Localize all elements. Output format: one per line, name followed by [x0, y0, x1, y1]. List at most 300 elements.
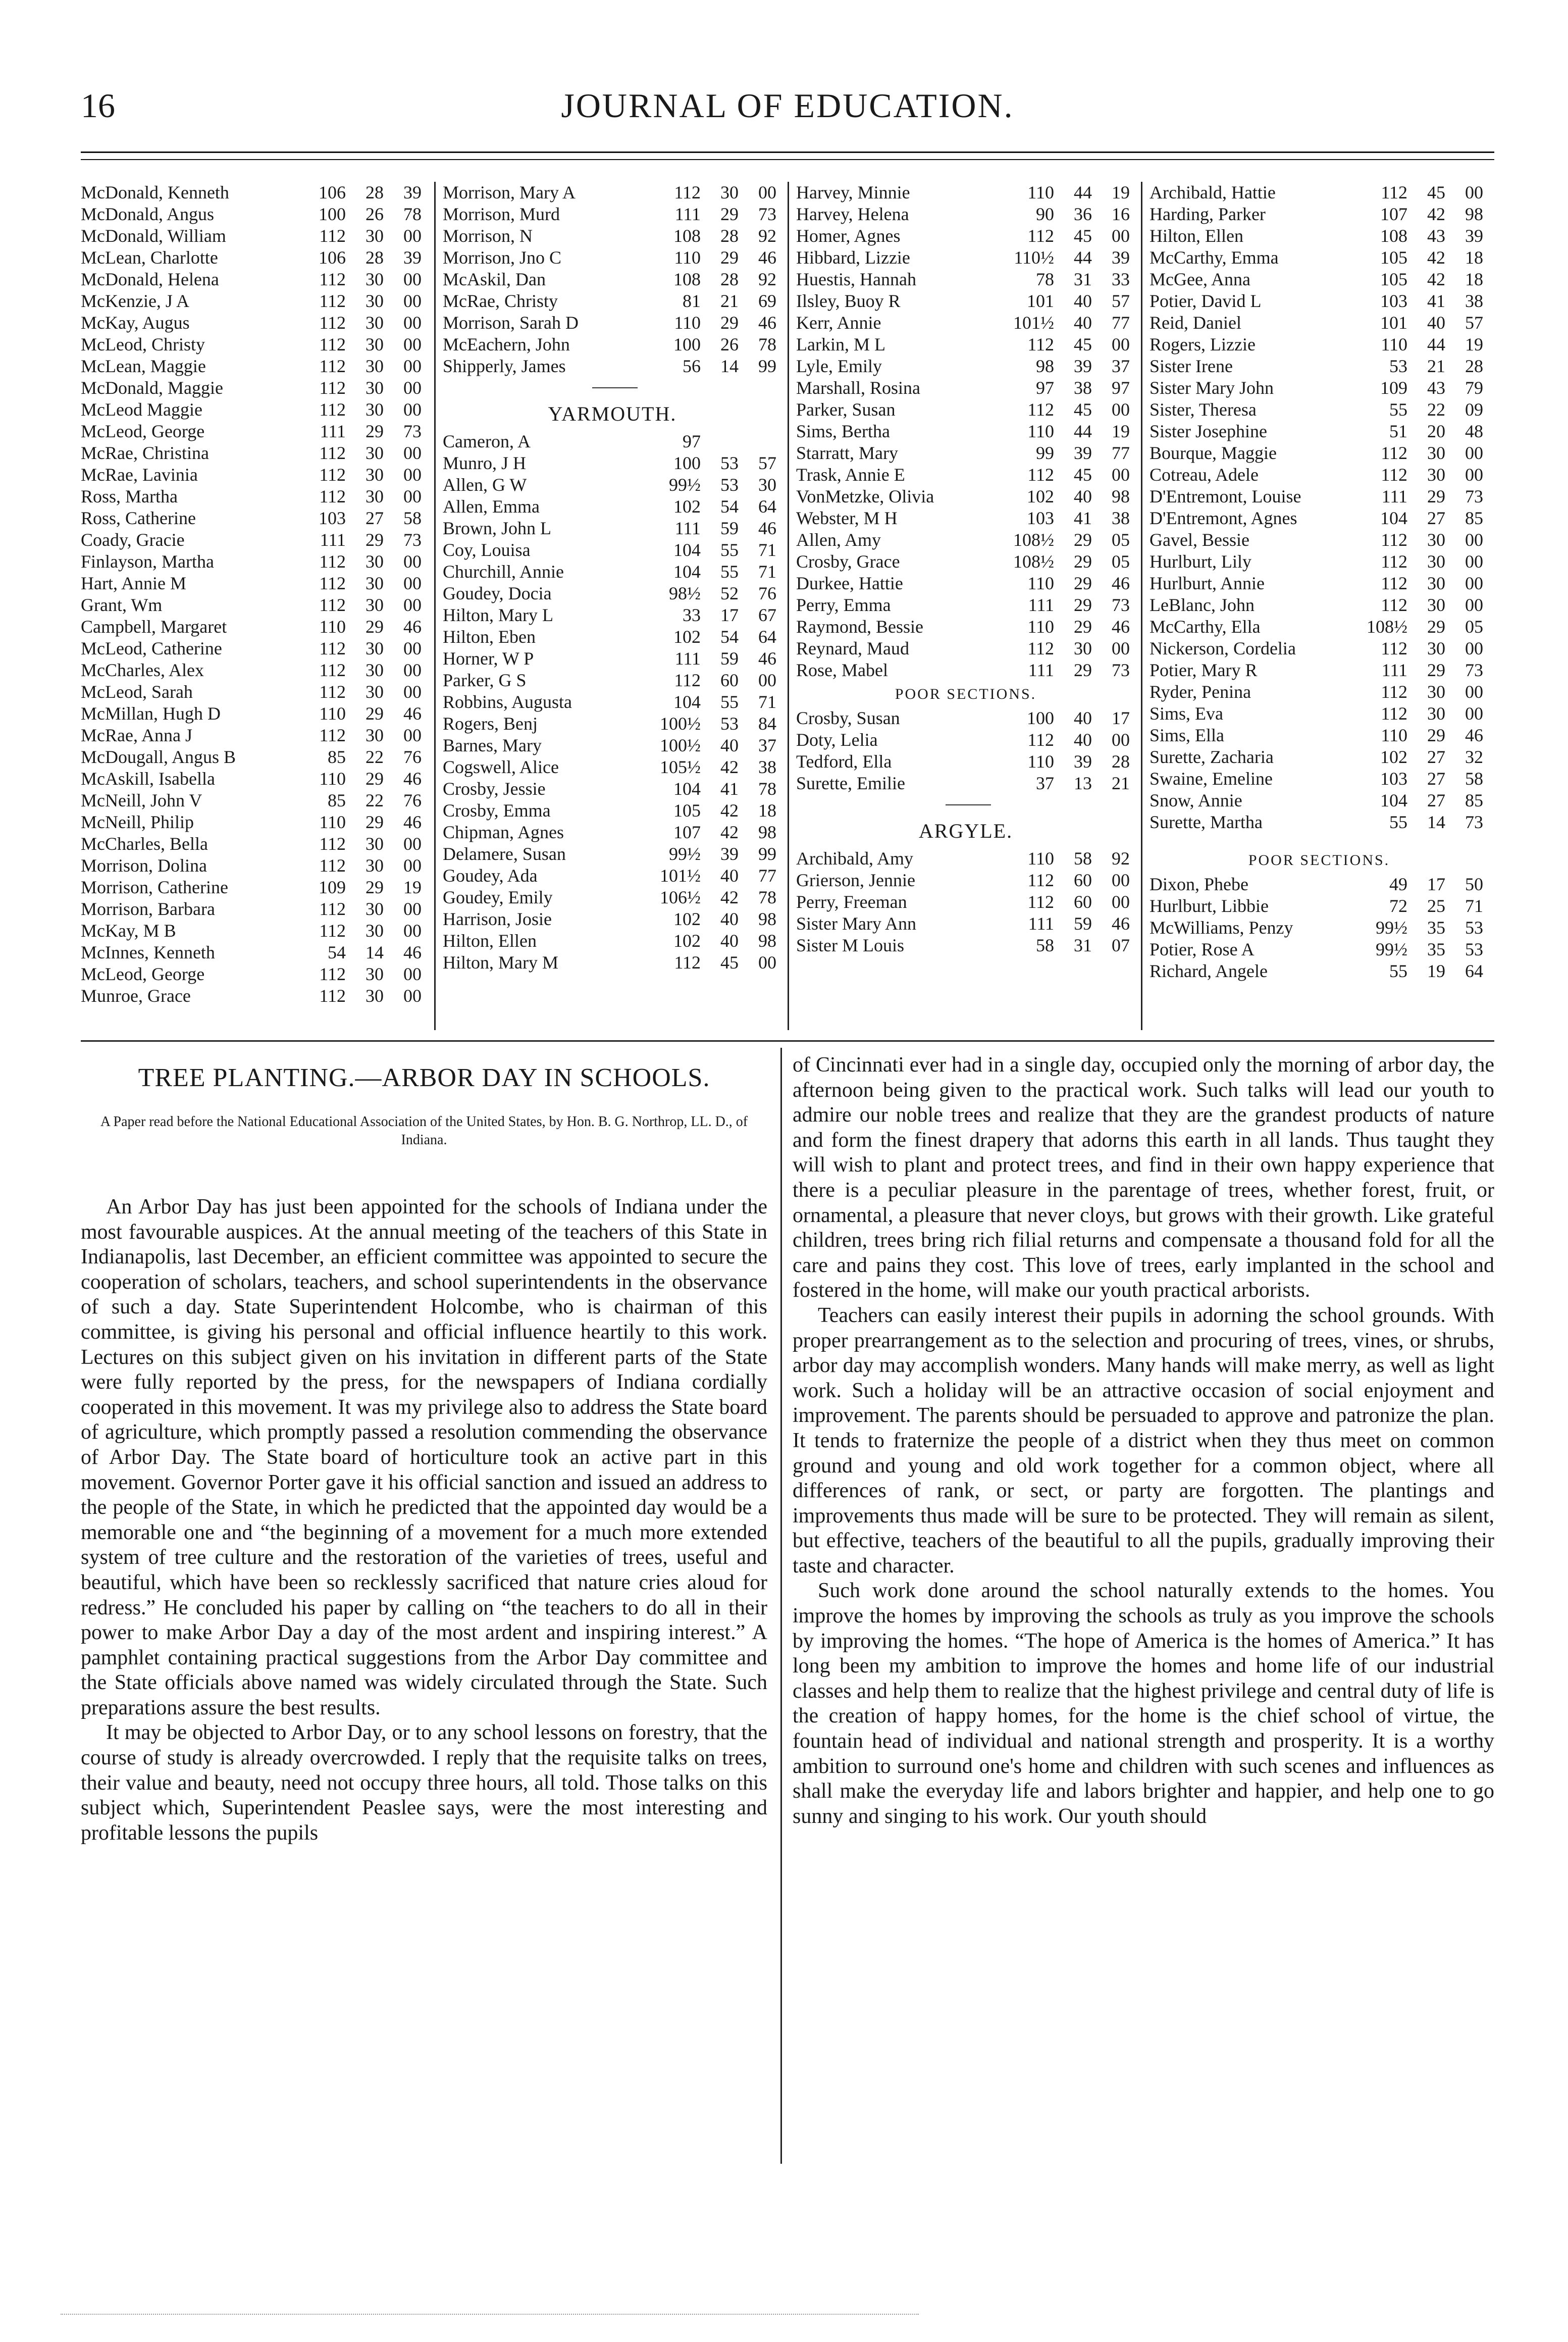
sessions-value: 112 [1027, 892, 1054, 912]
sessions-value: 112 [319, 334, 346, 354]
dollars-value: 28 [720, 226, 739, 246]
student-name: Hurlburt, Annie [1149, 573, 1265, 593]
cents-value: 99 [758, 844, 776, 864]
dollars-value: 30 [365, 269, 384, 289]
dollars-value: 14 [365, 942, 384, 962]
student-name: Archibald, Hattie [1149, 182, 1276, 202]
student-name: Surette, Zacharia [1149, 747, 1274, 767]
sessions-value: 111 [320, 530, 346, 550]
cents-value: 00 [1465, 551, 1483, 572]
student-name: Archibald, Amy [796, 848, 913, 869]
sessions-value: 110 [1027, 617, 1054, 637]
dollars-value: 29 [1074, 530, 1092, 550]
sessions-value: 111 [1381, 660, 1407, 680]
list-row [436, 604, 789, 626]
cents-value: 46 [403, 942, 422, 962]
article-paragraph: Teachers can easily interest their pupils in adorning the school grounds. With proper prearrangement as to the selection and procuring of trees, vines, or shrubs, arbor day may accomplish wonders. Many hands will make merry, as well as light work. Such a holiday will be an attractive occasion of social enjoyment and improvement. The parents should be persuaded to approve and patronize the plan. It tends to fraternize the people of a district when they thus meet on common ground and young and old work together for a common object, where all differences of rank, or sect, or party are forgotten. The plantings and improvements thus made will be sure to be protected. They will remain as silent, but effective, teachers of the beautiful to all the pupils, gradually improving their taste and character. [793, 1303, 1494, 1577]
dollars-value: 40 [720, 865, 739, 886]
list-row [81, 312, 434, 334]
dollars-value: 30 [365, 682, 384, 702]
cents-value: 28 [1112, 751, 1130, 772]
cents-value: 28 [1465, 356, 1483, 376]
student-name: Rose, Mabel [796, 660, 888, 680]
student-name: Morrison, Murd [443, 204, 560, 224]
student-name: McLean, Charlotte [81, 247, 218, 268]
student-name: Nickerson, Cordelia [1149, 638, 1296, 658]
student-name: Coy, Louisa [443, 540, 531, 560]
dollars-value: 42 [720, 757, 739, 777]
sessions-value: 112 [1027, 465, 1054, 485]
student-name: Barnes, Mary [443, 735, 542, 755]
list-row [436, 431, 789, 452]
sessions-value: 112 [319, 638, 346, 658]
cents-value: 00 [1112, 465, 1130, 485]
list-row [436, 452, 789, 474]
list-row [1142, 312, 1496, 334]
cents-value: 37 [1112, 356, 1130, 376]
list-row [436, 648, 789, 670]
student-name: Chipman, Agnes [443, 822, 564, 842]
list-row [81, 746, 434, 768]
list-row [789, 269, 1142, 290]
list-row [81, 638, 434, 659]
dollars-value: 20 [1427, 421, 1445, 441]
dollars-value: 53 [720, 453, 739, 473]
student-name: Goudey, Ada [443, 865, 538, 886]
student-name: Allen, G W [443, 475, 527, 495]
sessions-value: 111 [320, 421, 346, 441]
student-name: Hurlburt, Libbie [1149, 896, 1269, 916]
cents-value: 09 [1465, 399, 1483, 420]
list-row [436, 800, 789, 822]
dollars-value: 30 [365, 399, 384, 420]
dollars-value: 45 [1074, 399, 1092, 420]
cents-value: 46 [1112, 573, 1130, 593]
student-name: McInnes, Kenneth [81, 942, 215, 962]
dollars-value: 42 [1427, 247, 1445, 268]
sessions-value: 111 [1028, 913, 1054, 934]
student-name: Coady, Gracie [81, 530, 185, 550]
sessions-value: 112 [1381, 551, 1407, 572]
cents-value: 97 [1112, 378, 1130, 398]
list-row [789, 203, 1142, 225]
cents-value: 39 [1465, 226, 1483, 246]
cents-value: 98 [758, 822, 776, 842]
student-name: Ross, Catherine [81, 508, 196, 528]
student-name: Allen, Amy [796, 530, 881, 550]
dollars-value: 28 [365, 182, 384, 202]
student-name: McNeill, Philip [81, 812, 194, 832]
sessions-value: 108½ [1367, 617, 1407, 637]
sessions-value: 104 [1380, 790, 1407, 810]
dollars-value: 30 [1427, 530, 1445, 550]
cents-value: 00 [1112, 638, 1130, 658]
dollars-value: 39 [1074, 443, 1092, 463]
list-row [436, 269, 789, 290]
list-row [1142, 529, 1496, 551]
cents-value: 92 [758, 226, 776, 246]
sessions-value: 110 [319, 703, 346, 724]
student-name: McCarthy, Ella [1149, 617, 1261, 637]
dollars-value: 30 [1427, 551, 1445, 572]
student-name: Potier, David L [1149, 291, 1262, 311]
list-row [81, 355, 434, 377]
article-paragraph: An Arbor Day has just been appointed for the schools of Indiana under the most favourable auspices. At the annual meeting of the teachers of this State in Indianapolis, last December, an efficient committee was appointed to secure the cooperation of scholars, teachers, and school superintendents in the observance of such a day. State Superintendent Holcombe, who is chairman of this committee, is giving his personal and official influence heartily to this work. Lectures on this subject given on his invitation in different parts of the State were fully reported by the press, for the newspapers of Indiana cordially cooperated in this movement. It was my privilege also to address the State board of agriculture, which promptly passed a resolution commending the observance of Arbor Day. The State board of horticulture took an active part in this movement. Governor Porter gave it his official sanction and issued an address to the people of the State, in which he predicted that the appointed day would be a memorable one and “the beginning of a movement for a much more extended system of tree culture and the restoration of the varieties of trees, useful and beautiful, which have been so recklessly sacrificed that nature cries aloud for redress.” He concluded his paper by calling on “the teachers to do all in their power to make Arbor Day a day of the most ardent and inspiring interest.” A pamphlet containing practical suggestions from the Arbor Day committee and the State officials above named was widely circulated through the State. Such preparations assure the best results. [81, 1195, 767, 1719]
sessions-value: 98 [1036, 356, 1054, 376]
list-row [789, 551, 1142, 573]
cents-value: 69 [758, 291, 776, 311]
results-column-2 [434, 182, 789, 1030]
page-number: 16 [81, 86, 115, 125]
student-name: McNeill, John V [81, 790, 202, 810]
cents-value: 00 [403, 834, 422, 854]
dollars-value: 14 [720, 356, 739, 376]
sessions-value: 104 [673, 692, 701, 712]
cents-value: 17 [1112, 708, 1130, 728]
student-name: Cogswell, Alice [443, 757, 559, 777]
dollars-value: 30 [365, 443, 384, 463]
student-name: Hart, Annie M [81, 573, 186, 593]
dollars-value: 29 [365, 703, 384, 724]
list-row [81, 703, 434, 725]
list-row [81, 768, 434, 790]
cents-value: 00 [1112, 730, 1130, 750]
student-name: Churchill, Annie [443, 562, 564, 582]
bottom-rule [61, 2314, 919, 2315]
cents-value: 00 [403, 551, 422, 572]
sessions-value: 112 [319, 986, 346, 1006]
sessions-value: 112 [1381, 465, 1407, 485]
cents-value: 84 [758, 714, 776, 734]
dollars-value: 30 [365, 313, 384, 333]
dollars-value: 38 [1074, 378, 1092, 398]
sessions-value: 112 [319, 660, 346, 680]
dollars-value: 45 [1074, 465, 1092, 485]
sessions-value: 106½ [660, 887, 701, 907]
student-name: Hilton, Mary L [443, 605, 553, 625]
spacer [1142, 833, 1496, 847]
student-name: Hilton, Mary M [443, 952, 558, 973]
dollars-value: 30 [1427, 443, 1445, 463]
sessions-value: 102 [673, 627, 701, 647]
dollars-value: 26 [720, 334, 739, 354]
article-right-column [793, 1053, 1494, 1829]
list-row [436, 539, 789, 561]
dollars-value: 30 [365, 226, 384, 246]
cents-value: 57 [1112, 291, 1130, 311]
dollars-value: 30 [365, 725, 384, 745]
cents-value: 57 [758, 453, 776, 473]
list-row [789, 507, 1142, 529]
student-name: Sims, Bertha [796, 421, 890, 441]
student-name: Homer, Agnes [796, 226, 901, 246]
separator-dash [436, 377, 789, 397]
cents-value: 46 [1112, 913, 1130, 934]
student-name: Hurlburt, Lily [1149, 551, 1251, 572]
sessions-value: 110 [319, 617, 346, 637]
list-row [1142, 290, 1496, 312]
sessions-value: 110 [1027, 848, 1054, 869]
list-row [81, 898, 434, 920]
cents-value: 00 [403, 638, 422, 658]
student-name: Lyle, Emily [796, 356, 882, 376]
student-name: Crosby, Grace [796, 551, 900, 572]
cents-value: 98 [758, 931, 776, 951]
list-row [789, 707, 1142, 729]
list-row [1142, 399, 1496, 421]
student-name: McAskil, Dan [443, 269, 546, 289]
list-row [436, 908, 789, 930]
student-name: McLean, Maggie [81, 356, 206, 376]
cents-value: 92 [1112, 848, 1130, 869]
dollars-value: 42 [720, 887, 739, 907]
sessions-value: 55 [1389, 399, 1407, 420]
list-row [1142, 960, 1496, 982]
cents-value: 71 [758, 692, 776, 712]
cents-value: 53 [1465, 918, 1483, 938]
list-row [81, 942, 434, 963]
sessions-value: 112 [319, 443, 346, 463]
dollars-value: 29 [1427, 725, 1445, 745]
dollars-value: 42 [720, 822, 739, 842]
dollars-value: 14 [1427, 812, 1445, 832]
sessions-value: 112 [1027, 334, 1054, 354]
sessions-value: 97 [683, 431, 701, 451]
sessions-value: 112 [674, 670, 701, 690]
sessions-value: 55 [1389, 812, 1407, 832]
cents-value: 46 [1465, 725, 1483, 745]
student-name: McAskill, Isabella [81, 769, 215, 789]
list-row [436, 583, 789, 604]
student-name: Perry, Emma [796, 595, 891, 615]
student-name: Swaine, Emeline [1149, 769, 1273, 789]
sessions-value: 112 [1381, 595, 1407, 615]
sessions-value: 112 [319, 486, 346, 506]
cents-value: 85 [1465, 508, 1483, 528]
sessions-value: 107 [1380, 204, 1407, 224]
cents-value: 00 [1112, 892, 1130, 912]
dollars-value: 45 [1074, 334, 1092, 354]
list-row [436, 225, 789, 247]
sessions-value: 97 [1036, 378, 1054, 398]
list-row [81, 269, 434, 290]
list-row [436, 561, 789, 583]
dollars-value: 13 [1074, 773, 1092, 793]
cents-value: 33 [1112, 269, 1130, 289]
student-name: McCarthy, Emma [1149, 247, 1279, 268]
cents-value: 00 [1465, 443, 1483, 463]
student-name: D'Entremont, Louise [1149, 486, 1301, 506]
dollars-value: 58 [1074, 848, 1092, 869]
sessions-value: 112 [1381, 573, 1407, 593]
student-name: Horner, W P [443, 648, 534, 669]
dollars-value: 59 [720, 648, 739, 669]
student-name: Tedford, Ella [796, 751, 892, 772]
list-row [81, 529, 434, 551]
list-row [1142, 225, 1496, 247]
list-row [436, 691, 789, 713]
dollars-value: 30 [1427, 595, 1445, 615]
poor-sections-heading: POOR SECTIONS. [895, 686, 1037, 702]
student-name: Dixon, Phebe [1149, 874, 1248, 894]
list-row [1142, 507, 1496, 529]
header-rule [81, 151, 1494, 153]
student-name: McLeod, George [81, 964, 205, 984]
cents-value: 98 [758, 909, 776, 929]
student-name: Sims, Eva [1149, 703, 1224, 724]
cents-value: 00 [1465, 703, 1483, 724]
cents-value: 46 [758, 313, 776, 333]
cents-value: 71 [758, 540, 776, 560]
dollars-value: 30 [365, 465, 384, 485]
sessions-value: 99½ [669, 844, 701, 864]
sessions-value: 108 [1380, 226, 1407, 246]
student-name: McCharles, Alex [81, 660, 204, 680]
dollars-value: 40 [720, 735, 739, 755]
list-row [1142, 486, 1496, 507]
cents-value: 00 [403, 356, 422, 376]
cents-value: 76 [403, 747, 422, 767]
sessions-value: 102 [1380, 747, 1407, 767]
sessions-value: 112 [1381, 443, 1407, 463]
sessions-value: 101½ [660, 865, 701, 886]
dollars-value: 29 [720, 313, 739, 333]
dollars-value: 30 [1427, 465, 1445, 485]
student-name: Munro, J H [443, 453, 527, 473]
dollars-value: 29 [1074, 617, 1092, 637]
list-row [789, 891, 1142, 913]
sessions-value: 99½ [669, 475, 701, 495]
dollars-value: 39 [1074, 356, 1092, 376]
student-name: Hilton, Ellen [1149, 226, 1243, 246]
cents-value: 46 [758, 247, 776, 268]
dollars-value: 28 [720, 269, 739, 289]
dollars-value: 30 [720, 182, 739, 202]
student-name: Finlayson, Martha [81, 551, 214, 572]
sessions-value: 110 [1381, 334, 1407, 354]
section-divider [81, 1040, 1494, 1042]
column-divider [780, 1048, 782, 2164]
list-row [436, 713, 789, 735]
sessions-value: 104 [673, 779, 701, 799]
student-name: McGee, Anna [1149, 269, 1250, 289]
cents-value: 00 [403, 313, 422, 333]
list-row [81, 377, 434, 399]
cents-value: 00 [403, 443, 422, 463]
dollars-value: 30 [365, 660, 384, 680]
sessions-value: 101½ [1013, 313, 1054, 333]
list-row [81, 963, 434, 985]
student-name: Cotreau, Adele [1149, 465, 1259, 485]
sessions-value: 104 [673, 540, 701, 560]
dollars-value: 35 [1427, 939, 1445, 959]
sessions-value: 112 [674, 182, 701, 202]
cents-value: 30 [758, 475, 776, 495]
dollars-value: 21 [1427, 356, 1445, 376]
cents-value: 37 [758, 735, 776, 755]
list-row [81, 920, 434, 942]
list-row [81, 551, 434, 573]
student-name: McDonald, Maggie [81, 378, 223, 398]
dollars-value: 55 [720, 692, 739, 712]
dollars-value: 60 [1074, 892, 1092, 912]
dollars-value: 29 [365, 769, 384, 789]
sessions-value: 112 [1027, 730, 1054, 750]
student-name: Rogers, Benj [443, 714, 538, 734]
dollars-value: 30 [365, 595, 384, 615]
cents-value: 98 [1112, 486, 1130, 506]
list-row [436, 626, 789, 648]
dollars-value: 27 [1427, 769, 1445, 789]
list-row [81, 247, 434, 269]
sessions-value: 105 [1380, 269, 1407, 289]
cents-value: 53 [1465, 939, 1483, 959]
list-row [436, 865, 789, 887]
cents-value: 73 [403, 530, 422, 550]
list-row [789, 334, 1142, 355]
cents-value: 46 [403, 812, 422, 832]
cents-value: 00 [403, 921, 422, 941]
dollars-value: 29 [1074, 551, 1092, 572]
list-row [81, 464, 434, 486]
cents-value: 64 [758, 627, 776, 647]
sessions-value: 101 [1380, 313, 1407, 333]
sessions-value: 85 [328, 790, 346, 810]
student-name: Durkee, Hattie [796, 573, 903, 593]
list-row [789, 421, 1142, 442]
cents-value: 38 [758, 757, 776, 777]
list-row [1142, 939, 1496, 960]
student-name: Gavel, Bessie [1149, 530, 1249, 550]
list-row [436, 290, 789, 312]
list-row [81, 594, 434, 616]
cents-value: 19 [403, 877, 422, 897]
student-name: Ilsley, Buoy R [796, 291, 901, 311]
cents-value: 71 [758, 562, 776, 582]
article-body-left [81, 1195, 767, 1846]
article-subtitle: A Paper read before the National Educational Association of the United States, by Hon. B. G. Northrop, LL. D., of Indiana. [100, 1114, 748, 1148]
dollars-value: 30 [365, 964, 384, 984]
dollars-value: 60 [720, 670, 739, 690]
sessions-value: 100 [673, 334, 701, 354]
list-row [789, 913, 1142, 935]
dollars-value: 60 [1074, 870, 1092, 890]
cents-value: 71 [1465, 896, 1483, 916]
dollars-value: 59 [720, 518, 739, 538]
cents-value: 76 [758, 583, 776, 603]
list-row [1142, 247, 1496, 269]
student-name: Perry, Freeman [796, 892, 907, 912]
dollars-value: 27 [365, 508, 384, 528]
student-name: McWilliams, Penzy [1149, 918, 1293, 938]
student-name: Parker, G S [443, 670, 527, 690]
list-row [436, 843, 789, 865]
sessions-value: 105 [673, 800, 701, 821]
list-row [81, 486, 434, 507]
list-row [436, 312, 789, 334]
dollars-value: 17 [1427, 874, 1445, 894]
student-name: Crosby, Emma [443, 800, 551, 821]
list-row [1142, 355, 1496, 377]
student-name: Larkin, M L [796, 334, 885, 354]
cents-value: 00 [758, 670, 776, 690]
sessions-value: 103 [1027, 508, 1054, 528]
student-name: Webster, M H [796, 508, 898, 528]
student-name: McCharles, Bella [81, 834, 208, 854]
sessions-value: 108½ [1013, 551, 1054, 572]
student-name: Harvey, Helena [796, 204, 909, 224]
student-name: Hilton, Eben [443, 627, 536, 647]
